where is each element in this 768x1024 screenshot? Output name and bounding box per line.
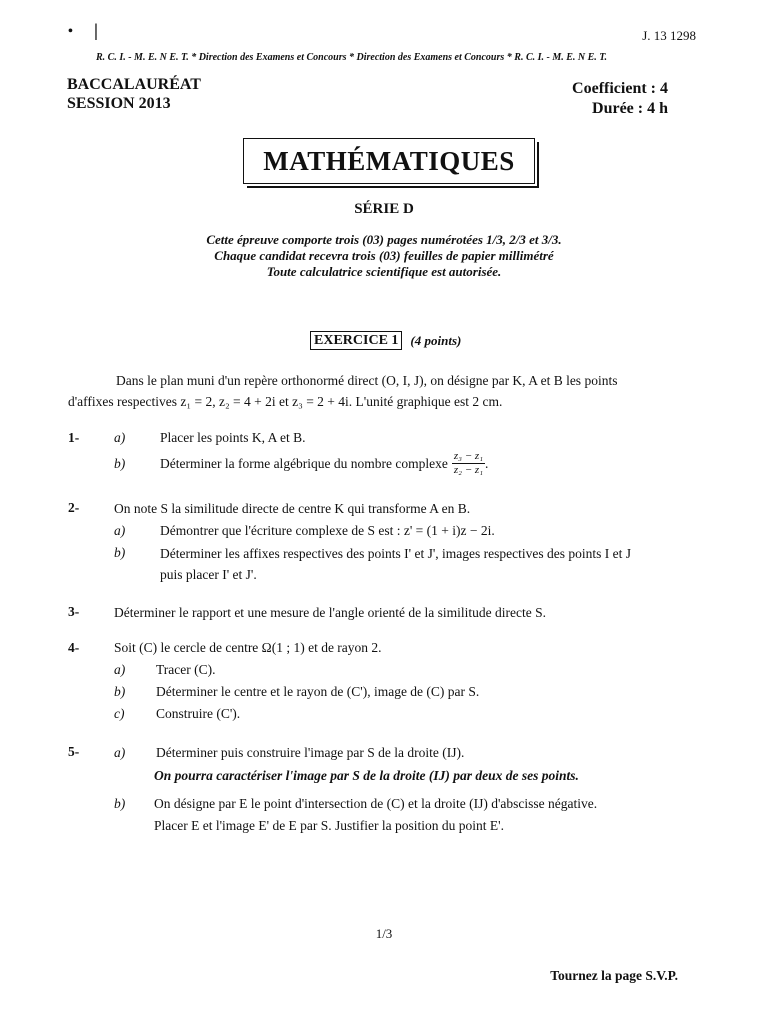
intro-line-2: d'affixes respectives z₁ = 2, z₂ = 4 + 2i et z₃ = 2 + 4i. L'unité graphique est 2 cm. [68,394,503,409]
page-title: MATHÉMATIQUES [263,145,515,176]
q1b-line [160,450,488,477]
q4b-label: b) [114,684,126,699]
q2b-text-1: Déterminer les affixes respectives des points I' et J', images respectives des points I et J [160,546,631,561]
q2-text: On note S la similitude directe de centre K qui transforme A en B. [114,501,471,516]
duration-label: Durée : 4 h [592,100,668,117]
exercise-points: (4 points) [410,332,462,348]
bullet-mark: • [68,24,73,39]
session-label: SESSION 2013 [67,95,171,112]
coefficient-label: Coefficient : 4 [572,80,668,97]
q4a-text: Tracer (C). [156,662,216,677]
q4a-label: a) [114,662,126,677]
page-number: 1/3 [375,926,393,941]
q3-number: 3- [68,604,80,619]
q4c-label: c) [114,706,125,721]
bac-label: BACCALAURÉAT [67,76,201,93]
q2-number: 2- [68,500,80,515]
notice-line-2: Chaque candidat recevra trois (03) feuilles de papier millimétré [214,248,554,263]
intro-line-1: Dans le plan muni d'un repère orthonormé direct (O, I, J), on désigne par K, A et B les points [116,373,618,388]
q4b-text: Déterminer le centre et le rayon de (C'), image de (C) par S. [156,684,480,699]
q2b-label: b) [114,545,126,560]
bar-mark: | [94,20,98,40]
q3-text: Déterminer le rapport et une mesure de l'angle orienté de la similitude directe S. [114,605,547,620]
q1a-label: a) [114,430,126,445]
serie-label: SÉRIE D [354,201,414,217]
q2a-label: a) [114,523,126,538]
fraction-denominator: z₂ − z₁ [453,464,484,476]
q1b-label: b) [114,456,126,471]
q1a-text: Placer les points K, A et B. [160,430,306,445]
q5a-label: a) [114,745,126,760]
fraction-numerator: z₃ − z₁ [453,450,484,462]
exercise-heading [310,331,461,350]
q5b-label: b) [114,796,126,811]
exercise-label: EXERCICE 1 [310,331,402,350]
complex-fraction [452,450,485,477]
notice-line-3: Toute calculatrice scientifique est autorisée. [266,264,502,279]
q2b-text-2: puis placer I' et J'. [160,567,257,582]
q5a-hint: On pourra caractériser l'image par S de la droite (IJ) par deux de ses points. [154,768,579,783]
q4-number: 4- [68,640,80,655]
notice-line-1: Cette épreuve comporte trois (03) pages numérotées 1/3, 2/3 et 3/3. [206,232,562,247]
title-box [243,138,535,184]
document-code: J. 13 1298 [642,28,696,43]
q4c-text: Construire (C'). [156,706,241,721]
q4-text: Soit (C) le cercle de centre Ω(1 ; 1) et de rayon 2. [114,640,382,655]
turn-page-note: Tournez la page S.V.P. [550,968,678,983]
institution-header: R. C. I. - M. E. N E. T. * Direction des Examens et Concours * Direction des Examens et Concours * R. C. I. - M. E. N E. T. [96,52,607,63]
q1b-text: Déterminer la forme algébrique du nombre complexe [160,455,448,471]
q5b-text-1: On désigne par E le point d'intersection de (C) et la droite (IJ) d'abscisse négative. [154,796,598,811]
fraction-period: . [485,455,489,471]
q5a-text: Déterminer puis construire l'image par S de la droite (IJ). [156,745,465,760]
q5-number: 5- [68,744,80,759]
q2a-text: Démontrer que l'écriture complexe de S est : z' = (1 + i)z − 2i. [160,523,495,538]
q1-number: 1- [68,430,80,445]
q5b-text-2: Placer E et l'image E' de E par S. Justifier la position du point E'. [154,818,504,833]
